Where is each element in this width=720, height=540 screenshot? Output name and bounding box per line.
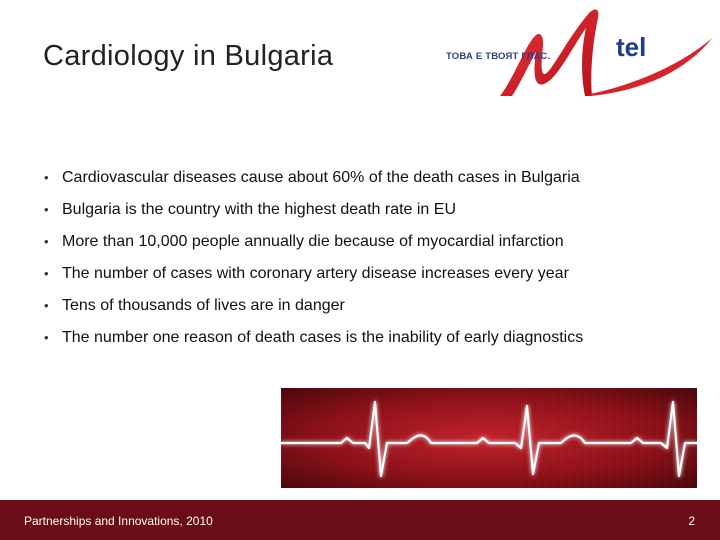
bullet-text: The number one reason of death cases is the inability of early diagnostics: [62, 329, 584, 346]
footer-text: Partnerships and Innovations, 2010: [24, 514, 213, 528]
footer-bar: [0, 500, 720, 540]
bullet-dot-icon: •: [44, 330, 49, 345]
bullet-item: [44, 197, 583, 229]
bullet-dot-icon: •: [44, 170, 49, 185]
bullet-item: [44, 261, 583, 293]
logo-brand-text: tel: [616, 32, 647, 62]
logo-slogan: ТОВА Е ТВОЯТ ГЛАС.: [446, 51, 551, 62]
bullet-dot-icon: •: [44, 298, 49, 313]
bullet-dot-icon: •: [44, 202, 49, 217]
bullet-text: Bulgaria is the country with the highest death rate in EU: [62, 201, 456, 218]
bullet-text: Cardiovascular diseases cause about 60% of the death cases in Bulgaria: [62, 169, 580, 186]
ecg-heartbeat-image: [281, 388, 697, 488]
bullet-dot-icon: •: [44, 266, 49, 281]
bullet-text: The number of cases with coronary artery disease increases every year: [62, 265, 569, 282]
bullet-item: [44, 325, 583, 357]
bullet-item: [44, 293, 583, 325]
bullet-text: Tens of thousands of lives are in danger: [62, 297, 345, 314]
mtel-logo: [440, 6, 716, 102]
bullet-dot-icon: •: [44, 234, 49, 249]
bullet-text: More than 10,000 people annually die because of myocardial infarction: [62, 233, 564, 250]
slide-title: Cardiology in Bulgaria: [43, 40, 334, 72]
bullet-item: [44, 229, 583, 261]
bullet-list: [44, 165, 583, 357]
page-number: 2: [688, 514, 695, 528]
bullet-item: [44, 165, 583, 197]
